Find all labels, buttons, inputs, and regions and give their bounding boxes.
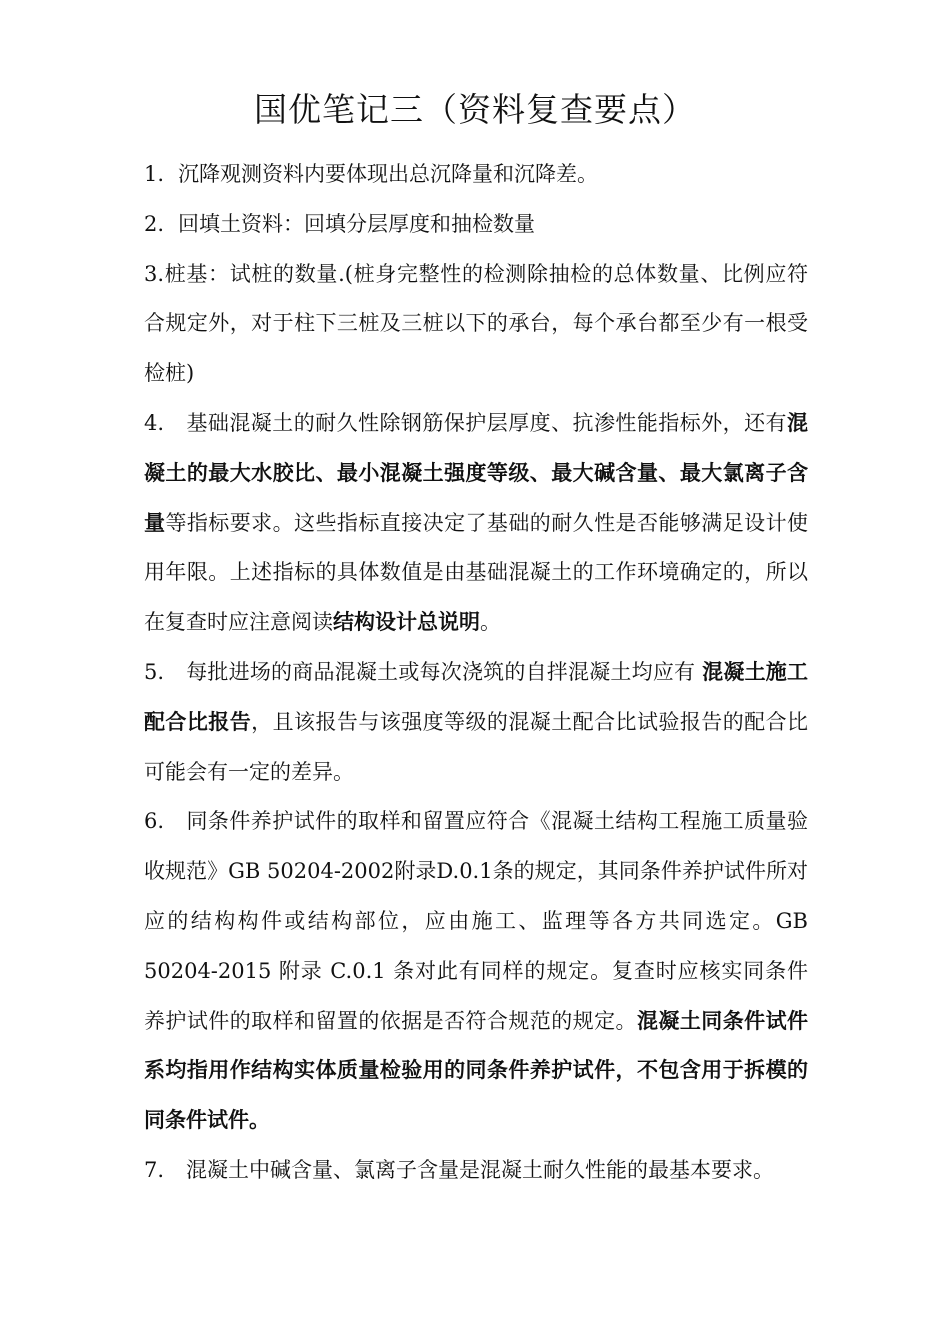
document-title: 国优笔记三（资料复查要点） <box>254 90 696 129</box>
item-text: ，且该报告与该强度等级的混凝土配合比试验报告的配合比可能会有一定的差异。 <box>144 709 809 784</box>
item-number: 3. <box>144 261 165 286</box>
item-text: 回填土资料：回填分层厚度和抽检数量 <box>178 211 535 236</box>
list-item-3 <box>144 250 808 399</box>
item-text: 每批进场的商品混凝土或每次浇筑的自拌混凝土均应有 <box>186 659 703 684</box>
item-number: 7. <box>144 1157 165 1182</box>
item-text: 基础混凝土的耐久性除钢筋保护层厚度、抗渗性能指标外，还有 <box>186 410 787 435</box>
list-item-1 <box>144 150 808 200</box>
list-item-5 <box>144 648 808 797</box>
item-number: 6. <box>144 809 165 834</box>
item-text: 同条件养护试件的取样和留置应符合《混凝土结构工程施工质量验收规范》GB 50204-2002附录D.0.1条的规定，其同条件养护试件所对应的结构构件或结构部位，应由施工、监理等各方共同选定。GB 50204-2015 附录 C.0.1 条对此有同样的规定。复查时应核实同条件养护试件的取样和留置的依据是否符合规范的规定。 <box>144 809 808 1033</box>
list-item-4 <box>144 399 808 648</box>
bold-emphasis: 混凝土同条件试件系均指用作结构实体质量检验用的同条件养护试件，不包含用于拆模的同条件试件。 <box>144 1008 809 1133</box>
document-body <box>144 150 808 1196</box>
bold-emphasis: 混凝土的最大水胶比、最小混凝土强度等级、最大碱含量、最大氯离子含量 <box>144 410 808 535</box>
list-item-6 <box>144 797 808 1146</box>
bold-emphasis: 混凝土施工配合比报告 <box>144 659 808 734</box>
item-number: 5. <box>144 659 165 684</box>
item-number: 1. <box>144 162 165 186</box>
item-text: 沉降观测资料内要体现出总沉降量和沉降差。 <box>178 162 598 186</box>
list-item-7 <box>144 1146 808 1196</box>
bold-emphasis: 结构设计总说明 <box>333 610 480 635</box>
item-text: 桩基：试桩的数量.(桩身完整性的检测除抽检的总体数量、比例应符合规定外，对于柱下三桩及三桩以下的承台，每个承台都至少有一根受检桩) <box>144 261 808 386</box>
item-number: 4. <box>144 410 165 435</box>
item-text: 。 <box>480 610 501 635</box>
item-text: 混凝土中碱含量、氯离子含量是混凝土耐久性能的最基本要求。 <box>186 1157 774 1182</box>
list-item-2 <box>144 200 808 250</box>
item-number: 2. <box>144 211 165 236</box>
item-text: 等指标要求。这些指标直接决定了基础的耐久性是否能够满足设计使用年限。上述指标的具体数值是由基础混凝土的工作环境确定的，所以在复查时应注意阅读 <box>144 510 809 635</box>
